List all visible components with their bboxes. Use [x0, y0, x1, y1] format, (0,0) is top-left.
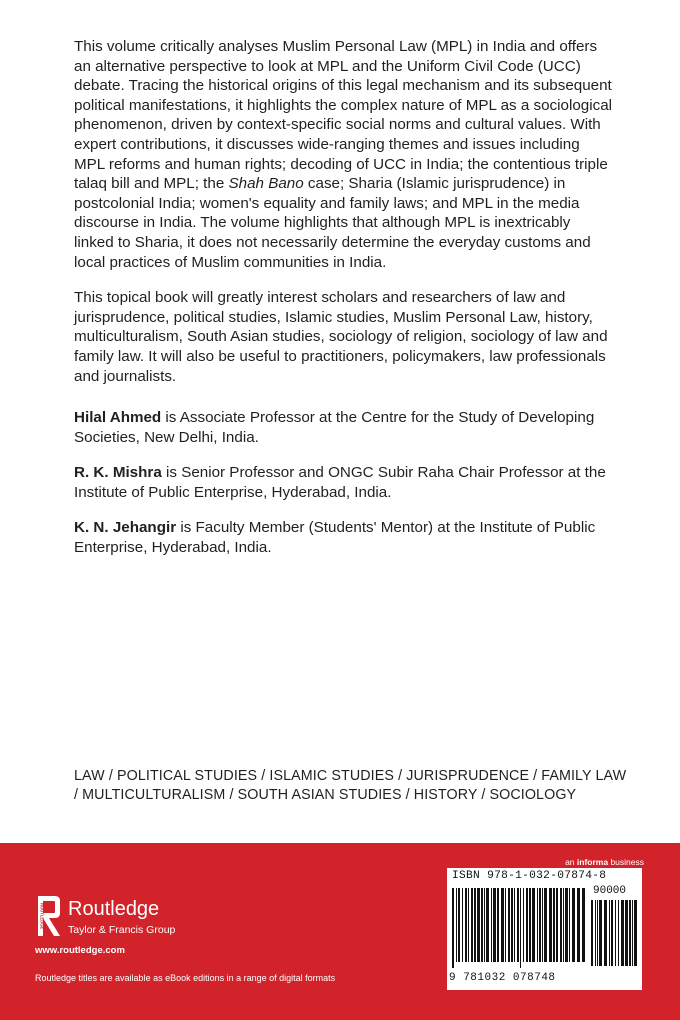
barcode-bar: [526, 888, 528, 962]
editor-name: Hilal Ahmed: [74, 409, 162, 427]
barcode-bar: [539, 888, 541, 962]
description-paragraph-2: This topical book will greatly interest scholars and researchers of law and jurisprudence, political studies, Islamic studies, Muslim Personal Law, history, multiculturalism, South Asian studies, sociology of religion, sociology of law and family law. It will also be useful to practitioners, policymakers, law professionals and journalists.: [74, 289, 608, 385]
barcode-bar: [484, 888, 485, 962]
barcode-bar: [452, 888, 454, 968]
barcode-bar: [572, 888, 575, 962]
barcode-bar: [625, 900, 628, 966]
barcode-bar: [542, 888, 543, 962]
editor-bio: Hilal Ahmed is Associate Professor at the Centre for the Study of Developing Societies, New Delhi, India.: [74, 409, 595, 446]
barcode-addon-number: 90000: [593, 885, 627, 897]
barcode-bar: [595, 900, 596, 966]
subject-categories: LAW / POLITICAL STUDIES / ISLAMIC STUDIES / JURISPRUDENCE / FAMILY LAW / MULTICULTURALISM / SOUTH ASIAN STUDIES / HISTORY / SOCIOLOGY: [74, 768, 627, 803]
barcode-bar: [544, 888, 547, 962]
barcode-bar: [474, 888, 476, 962]
barcode-bar: [599, 900, 602, 966]
barcode-bar: [615, 900, 616, 966]
barcode-bar: [486, 888, 489, 962]
editor-name: K. N. Jehangir: [74, 519, 177, 537]
barcode-bar: [591, 900, 593, 966]
publisher-group: Taylor & Francis Group: [68, 924, 176, 936]
barcode-bar: [520, 888, 521, 968]
barcode-bar: [611, 900, 613, 966]
barcode-bar: [563, 888, 564, 962]
barcode-bar: [493, 888, 496, 962]
barcode-bar: [477, 888, 480, 962]
publisher-name: Routledge: [68, 898, 160, 920]
barcode-bar: [471, 888, 473, 962]
barcode-bar: [621, 900, 624, 966]
barcode-bar: [632, 900, 633, 966]
informa-tagline: an informa business: [565, 857, 644, 867]
barcode-bar: [508, 888, 510, 962]
routledge-logo-icon: [35, 893, 61, 939]
barcode-bar: [481, 888, 483, 962]
barcode-bar: [462, 888, 463, 962]
barcode-bar: [458, 888, 460, 962]
barcode-bar: [537, 888, 538, 962]
editor-bio: K. N. Jehangir is Faculty Member (Students' Mentor) at the Institute of Public Enterprise, Hyderabad, India.: [74, 519, 596, 557]
barcode-bar: [501, 888, 504, 962]
barcode-bar: [582, 888, 585, 962]
barcode-bar: [505, 888, 506, 962]
barcode-bar: [597, 900, 598, 966]
publisher-website[interactable]: www.routledge.com: [35, 945, 125, 956]
barcode-bar: [569, 888, 570, 962]
barcode-bar: [604, 900, 607, 966]
barcode-bar: [532, 888, 535, 962]
barcode-bar: [560, 888, 562, 962]
barcode-bar: [549, 888, 552, 962]
barcode-bar: [553, 888, 555, 962]
editor-bio: R. K. Mishra is Senior Professor and ONGC Subir Raha Chair Professor at the Institute of Public Enterprise, Hyderabad, India.: [74, 464, 606, 501]
ebook-note: Routledge titles are available as eBook editions in a range of digital formats: [35, 973, 336, 983]
barcode-bar: [517, 888, 519, 962]
barcode-bar: [468, 888, 469, 962]
barcode-bar: [618, 900, 619, 966]
barcode-bar: [565, 888, 568, 962]
barcode-bar: [577, 888, 580, 962]
barcode-bar: [497, 888, 499, 962]
editor-name: R. K. Mishra: [74, 464, 162, 482]
back-cover-text: [74, 37, 614, 574]
barcode-bar: [514, 888, 515, 962]
description-paragraph-1: This volume critically analyses Muslim Personal Law (MPL) in India and offers an alternative perspective to look at MPL and the Uniform Civil Code (UCC) debate. Tracing the historical origins of this legal mechanism and its subsequent political manifestations, it highlights the complex nature of MPL as a sociological phenomenon, driven by context-specific social norms and cultural values. With expert contributions, it discusses wide-ranging themes and issues including MPL reforms and human rights; decoding of UCC in India; the contentious triple talaq bill and MPL; the Shah Bano case; Sharia (Islamic jurisprudence) in postcolonial India; women's equality and family laws; and MPL in the media discourse in India. The volume highlights that although MPL is inextricably linked to Sharia, it does not necessarily determine the everyday customs and local practices of Muslim communities in India.: [74, 38, 613, 271]
barcode-bar: [523, 888, 524, 962]
barcode-bar: [491, 888, 492, 962]
case-name: Shah Bano: [228, 175, 304, 193]
barcode-bar: [556, 888, 558, 962]
isbn-label: ISBN 978-1-032-07874-8: [452, 870, 607, 882]
barcode-bar: [629, 900, 631, 966]
barcode-addon-bars: [591, 888, 637, 972]
isbn-barcode: [447, 868, 642, 990]
barcode-bar: [609, 900, 610, 966]
barcode-digits: 9 781032 078748: [449, 972, 556, 984]
barcode-bar: [529, 888, 531, 962]
barcode-bar: [634, 900, 637, 966]
barcode-bars: [452, 888, 588, 972]
barcode-bar: [456, 888, 457, 962]
barcode-bar: [465, 888, 467, 962]
barcode-bar: [511, 888, 513, 962]
logo-vertical-text: ROUTLEDGE: [39, 903, 45, 930]
